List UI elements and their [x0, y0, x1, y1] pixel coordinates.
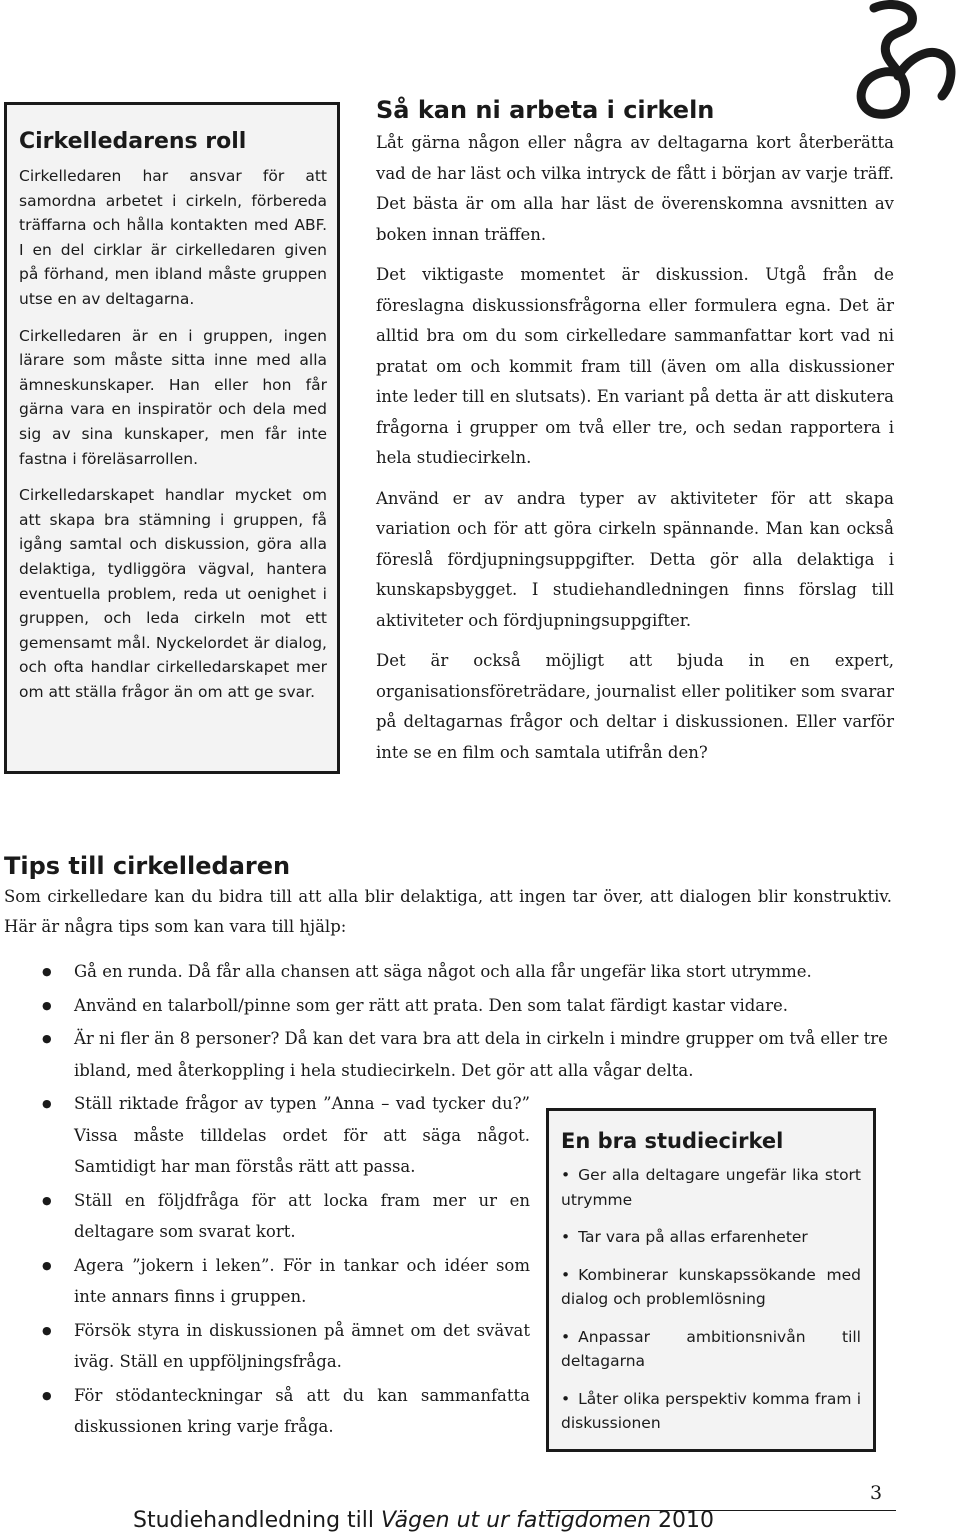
- study-box-item: • Anpassar ambitionsnivån till deltagarna: [561, 1327, 861, 1370]
- book-title: Vägen ut ur fattigdomen: [381, 1508, 652, 1533]
- page-number: 3: [870, 1482, 883, 1504]
- tip-item: ● Är ni fler än 8 personer? Då kan det vara bra att dela in cirkeln i mindre grupper om två eller tre ibland, med återkoppling i hela studiecirkeln. Det gör att alla vågar delta.: [4, 1023, 892, 1086]
- en-bra-studiecirkel-box: [546, 1108, 876, 1452]
- footer-text: Studiehandledning till Vägen ut ur fattigdomen 2010: [133, 1508, 714, 1533]
- study-box-title: En bra studiecirkel: [561, 1129, 784, 1153]
- tip-item: ● För stödanteckningar så att du kan sammanfatta diskussionen kring varje fråga.: [4, 1380, 530, 1443]
- bullet-icon: •: [561, 1166, 571, 1184]
- right-col-title: Så kan ni arbeta i cirkeln: [376, 96, 715, 124]
- study-box-item: • Tar vara på allas erfarenheter: [561, 1228, 808, 1246]
- study-box-list: [561, 1163, 861, 1436]
- left-box-paragraph-2: Cirkelledaren är en i gruppen, ingen lärare som måste sitta inne med alla ämneskunskaper. Han eller hon får gärna vara en inspiratör och dela med sig av sina kunskaper, men får inte fastna i föreläsarrollen.: [19, 326, 327, 468]
- study-box-item: • Kombinerar kunskapssökande med dialog och problemlösning: [561, 1265, 861, 1308]
- tips-title: Tips till cirkelledaren: [4, 852, 291, 880]
- tip-item: ● Ställ en följdfråga för att locka fram mer ur en deltagare som svarat kort.: [4, 1185, 530, 1248]
- sa-kan-ni-arbeta-section: [376, 96, 894, 778]
- study-box-item: • Låter olika perspektiv komma fram i diskussionen: [561, 1389, 861, 1432]
- study-box-item: • Ger alla deltagare ungefär lika stort utrymme: [561, 1166, 861, 1209]
- bullet-icon: •: [561, 1389, 571, 1408]
- right-col-paragraph-1: Låt gärna någon eller några av deltagarna kort återberätta vad de har läst och vilka intryck de fått i början av varje träff. Det bästa är om alla har läst de överenskomna avsnitten av boken innan träffen.: [376, 133, 894, 244]
- left-box-paragraph-1: Cirkelledaren har ansvar för att samordna arbetet i cirkeln, förbereda träffarna och hålla kontakten med ABF. I en del cirklar är cirkelledaren given på förhand, men ibland måste gruppen utse en av deltagarna.: [19, 167, 327, 308]
- bullet-icon: •: [561, 1327, 571, 1346]
- tip-item: ● Ställ riktade frågor av typen ”Anna – vad tycker du?” Vissa måste tilldelas ordet för att säga något. Samtidigt har man förstås rätt att passa.: [4, 1088, 530, 1183]
- tip-item: ● Agera ”jokern i leken”. För in tankar och idéer som inte annars finns i gruppen.: [4, 1250, 530, 1313]
- right-col-paragraph-4: Det är också möjligt att bjuda in en expert, organisationsföreträdare, journalist eller politiker som svarar på deltagarnas frågor och deltar i diskussionen. Eller varför inte se en film och samtala utifrån den?: [376, 651, 894, 762]
- tip-item: ● Använd en talarboll/pinne som ger rätt att prata. Den som talat färdigt kastar vidare.: [4, 990, 892, 1022]
- left-box-title: Cirkelledarens roll: [19, 129, 247, 154]
- right-col-paragraph-2: Det viktigaste momentet är diskussion. Utgå från de föreslagna diskussionsfrågorna eller formulera egna. Det är alltid bra om du som cirkelledare sammanfattar kort vad ni pratat om och kommit fram till (även om alla diskussioner inte leder till en slutsats). En variant på detta är att diskutera frågorna i grupper om två eller tre, och sedan rapportera i hela studiecirkeln.: [376, 265, 894, 467]
- left-box-paragraph-3: Cirkelledarskapet handlar mycket om att skapa bra stämning i gruppen, få igång samtal och diskussion, göra alla delaktiga, tydliggöra vägval, hantera eventuella problem, reda ut oenighet i gruppen, och leda cirkeln mot ett gemensamt mål. Nyckelordet är dialog, och ofta handlar cirkelledarskapet mer om att ställa frågor än om att ge svar.: [19, 486, 327, 701]
- tips-intro: Som cirkelledare kan du bidra till att alla blir delaktiga, att ingen tar över, att dialogen blir konstruktiv. Här är några tips som kan vara till hjälp:: [4, 887, 892, 936]
- bullet-icon: •: [561, 1228, 571, 1246]
- right-col-paragraph-3: Använd er av andra typer av aktiviteter för att skapa variation och för att göra cirkeln spännande. Man kan också föreslå fördjupningsuppgifter. Detta gör alla delaktiga i kunskapsbygget. I studiehandledningen finns förslag till aktiviteter och fördjupningsuppgifter.: [376, 488, 894, 630]
- tip-item: ● Gå en runda. Då får alla chansen att säga något och alla får ungefär lika stort utrymme.: [4, 956, 892, 988]
- bullet-icon: •: [561, 1265, 571, 1284]
- tip-item: ● Försök styra in diskussionen på ämnet om det svävat iväg. Ställ en uppföljningsfråga.: [4, 1315, 530, 1378]
- cirkelledarens-roll-box: [4, 102, 340, 774]
